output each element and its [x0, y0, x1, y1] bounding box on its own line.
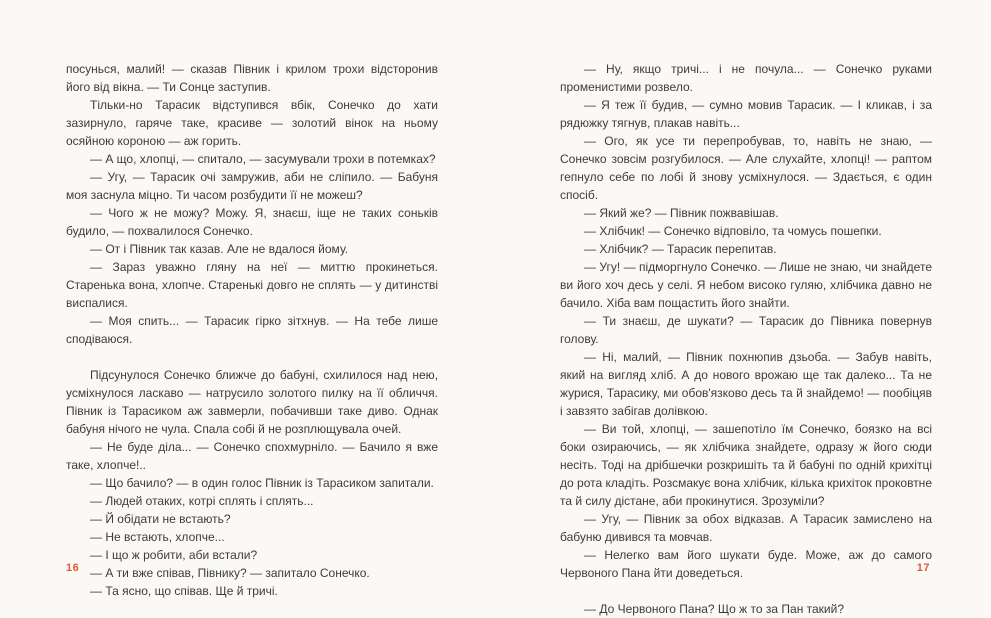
paragraph: — Угу, — Півник за обох відказав. А Тарасик замислено на бабуню дивився та мовчав. — [560, 512, 932, 544]
paragraph: — Нелегко вам його шукати буде. Може, аж до самого Червоного Пана йти доведеться. — [560, 548, 932, 580]
paragraph: — До Червоного Пана? Що ж то за Пан такий? — [584, 602, 845, 616]
paragraph: — От і Півник так казав. Але не вдалося йому. — [90, 242, 349, 256]
paragraph: — Ні, малий, — Півник похнюпив дзьоба. — Забув навіть, який на вигляд хліб. А до нового врожаю ще так далеко... Та не журися, Тарасику, ми обов'язково десь та й знайдемо! — пообіцяв і завзято забігав долівкою. — [560, 350, 932, 418]
paragraph: — Ну, якщо тричі... і не почула... — Сонечко руками променистими розвело. — [560, 62, 932, 94]
paragraph: — Угу, — Тарасик очі замружив, аби не сліпило. — Бабуня моя заснула міцно. Ти часом розбудити її не можеш? — [66, 170, 438, 202]
paragraph: — Людей отаких, котрі сплять і сплять... — [90, 494, 314, 508]
paragraph: — А що, хлопці, — спитало, — засумували трохи в потемках? — [90, 152, 436, 166]
paragraph: Тільки-но Тарасик відступився вбік, Сонечко до хати зазирнуло, гаряче таке, красиве — золотий вінок на ньому осяйною короною — аж горить. — [66, 98, 438, 148]
paragraph: — Ого, як усе ти перепробував, то, навіть не знаю, — Сонечко зовсім розгубилося. — Але слухайте, хлопці! — раптом гепнуло себе по лобі й знову усміхнулося. — Здається, є один спосіб. — [560, 134, 932, 202]
paragraph: — Угу! — підморгнуло Сонечко. — Лише не знаю, чи знайдете ви його хоч десь у селі. Я небом високо гуляю, хлібчика давно не бачило. Хіба вам пощастить його знайти. — [560, 260, 932, 310]
paragraph: — Чого ж не можу? Можу. Я, знаєш, іще не таких соньків будило, — похвалилося Сонечко. — [66, 206, 438, 238]
paragraph: — Зараз уважно гляну на неї — миттю прокинеться. Старенька вона, хлопче. Старенькі довго не сплять — у дитинстві виспалися. — [66, 260, 438, 310]
paragraph: — Не встають, хлопче... — [90, 530, 225, 544]
paragraph: — І що ж робити, аби встали? — [90, 548, 258, 562]
paragraph: — Я теж її будив, — сумно мовив Тарасик. — І кликав, і за рядюжку тягнув, плакав навіть... — [560, 98, 932, 130]
page-left — [66, 60, 438, 600]
paragraph: — Не буде діла... — Сонечко спохмурніло. — Бачило я вже таке, хлопче!.. — [66, 440, 438, 472]
page-number-left: 16 — [66, 562, 80, 574]
page-right — [560, 60, 932, 618]
paragraph: Підсунулося Сонечко ближче до бабуні, схилилося над нею, усміхнулося ласкаво — натрусило золотого пилку на її обличчя. Півник із Тарасиком аж завмерли, побачивши таке диво. Однак бабуня нічого не чула. Спала собі й не розплющувала очей. — [66, 368, 438, 436]
paragraph: — А ти вже співав, Півнику? — запитало Сонечко. — [90, 566, 370, 580]
paragraph: — Та ясно, що співав. Ще й тричі. — [90, 584, 278, 598]
page-number-right: 17 — [916, 562, 930, 574]
paragraph: — Який же? — Півник пожвавішав. — [584, 206, 779, 220]
paragraph: — Ти знаєш, де шукати? — Тарасик до Півника повернув голову. — [560, 314, 932, 346]
paragraph: — Хлібчик? — Тарасик перепитав. — [584, 242, 777, 256]
paragraph: — Й обідати не встають? — [90, 512, 231, 526]
paragraph: посунься, малий! — сказав Півник і крилом трохи відсторонив його від вікна. — Ти Сонце заступив. — [66, 62, 438, 94]
paragraph: — Хлібчик! — Сонечко відповіло, та чомусь пошепки. — [584, 224, 882, 238]
paragraph: — Моя спить... — Тарасик гірко зітхнув. — На тебе лише сподіваюся. — [66, 314, 438, 346]
paragraph: — Ви той, хлопці, — зашепотіло їм Сонечко, боязко на всі боки озираючись, — як хлібчика знайдете, одразу ж його сюди несіть. Тоді на дрібшечки розкришіть та й бабуні по одній крихітці до рота кладіть. Розсмакує вона хлібчик, кілька крихіток проковтне та й силу дістане, аби прокинутися. Зрозуміли? — [560, 422, 932, 508]
paragraph: — Що бачило? — в один голос Півник із Тарасиком запитали. — [90, 476, 434, 490]
